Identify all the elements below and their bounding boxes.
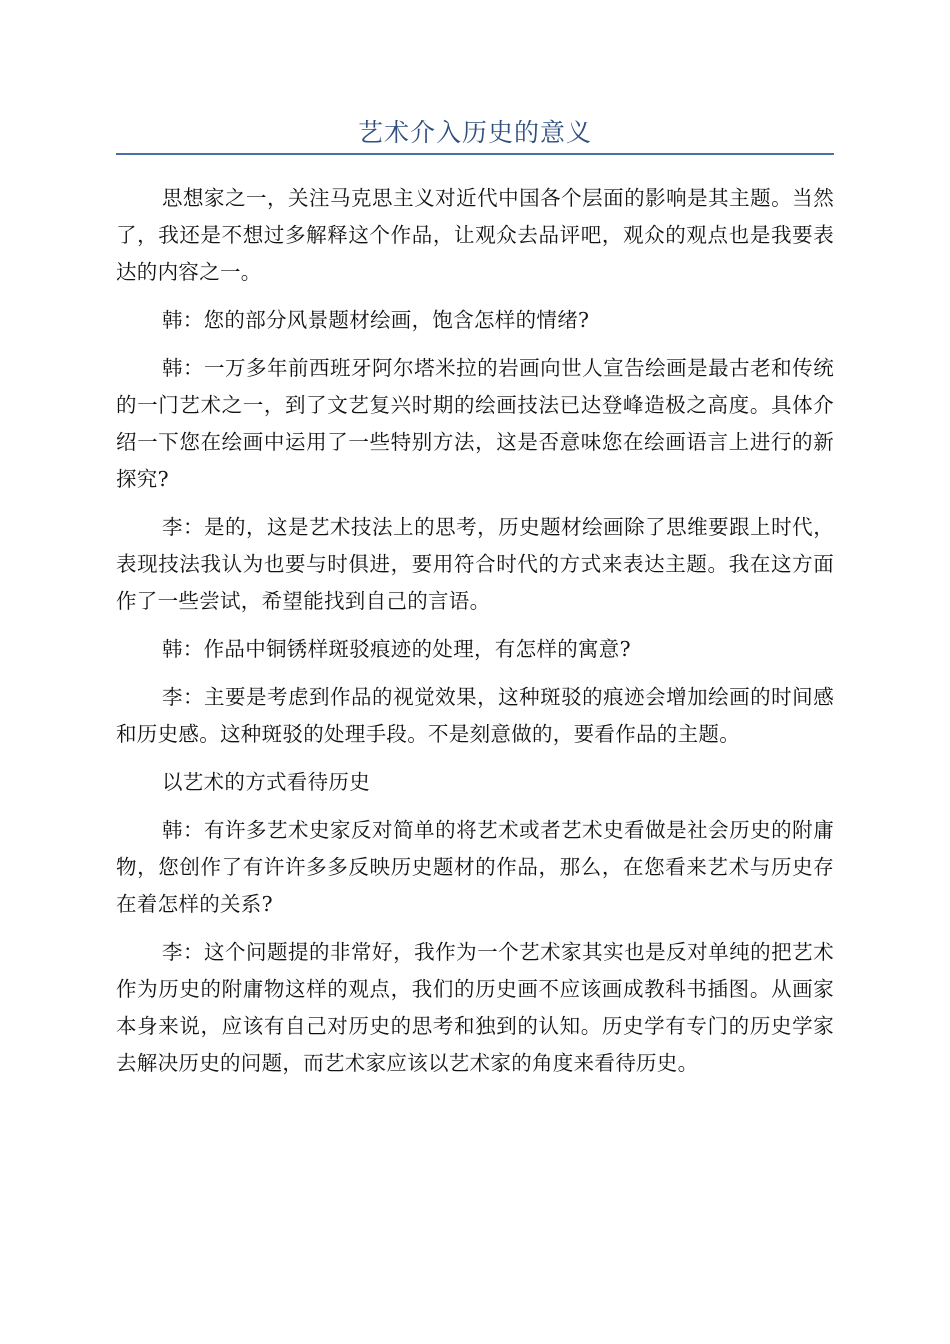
section-heading: 以艺术的方式看待历史 xyxy=(162,770,370,794)
paragraph: 韩：有许多艺术史家反对简单的将艺术或者艺术史看做是社会历史的附庸物，您创作了有许许多多反映历史题材的作品，那么，在您看来艺术与历史存在着怎样的关系? xyxy=(116,818,834,916)
paragraph: 韩：您的部分风景题材绘画，饱含怎样的情绪? xyxy=(162,308,590,332)
paragraph: 李：是的，这是艺术技法上的思考，历史题材绘画除了思维要跟上时代，表现技法我认为也要与时俱进，要用符合时代的方式来表达主题。我在这方面作了一些尝试，希望能找到自己的言语。 xyxy=(116,515,834,613)
paragraph: 韩：作品中铜锈样斑驳痕迹的处理，有怎样的寓意? xyxy=(162,637,631,661)
title-divider xyxy=(116,153,834,155)
document-body xyxy=(116,180,834,1082)
paragraph: 李：主要是考虑到作品的视觉效果，这种斑驳的痕迹会增加绘画的时间感和历史感。这种斑驳的处理手段。不是刻意做的，要看作品的主题。 xyxy=(116,685,834,746)
page-title: 艺术介入历史的意义 xyxy=(357,118,592,147)
paragraph: 李：这个问题提的非常好，我作为一个艺术家其实也是反对单纯的把艺术作为历史的附庸物这样的观点，我们的历史画不应该画成教科书插图。从画家本身来说，应该有自己对历史的思考和独到的认知。历史学有专门的历史学家去解决历史的问题，而艺术家应该以艺术家的角度来看待历史。 xyxy=(116,940,834,1075)
paragraph: 思想家之一，关注马克思主义对近代中国各个层面的影响是其主题。当然了，我还是不想过多解释这个作品，让观众去品评吧，观众的观点也是我要表达的内容之一。 xyxy=(116,186,834,284)
paragraph: 韩：一万多年前西班牙阿尔塔米拉的岩画向世人宣告绘画是最古老和传统的一门艺术之一，到了文艺复兴时期的绘画技法已达登峰造极之高度。具体介绍一下您在绘画中运用了一些特别方法，这是否意味您在绘画语言上进行的新探究? xyxy=(116,356,834,491)
document-page xyxy=(116,0,834,1093)
